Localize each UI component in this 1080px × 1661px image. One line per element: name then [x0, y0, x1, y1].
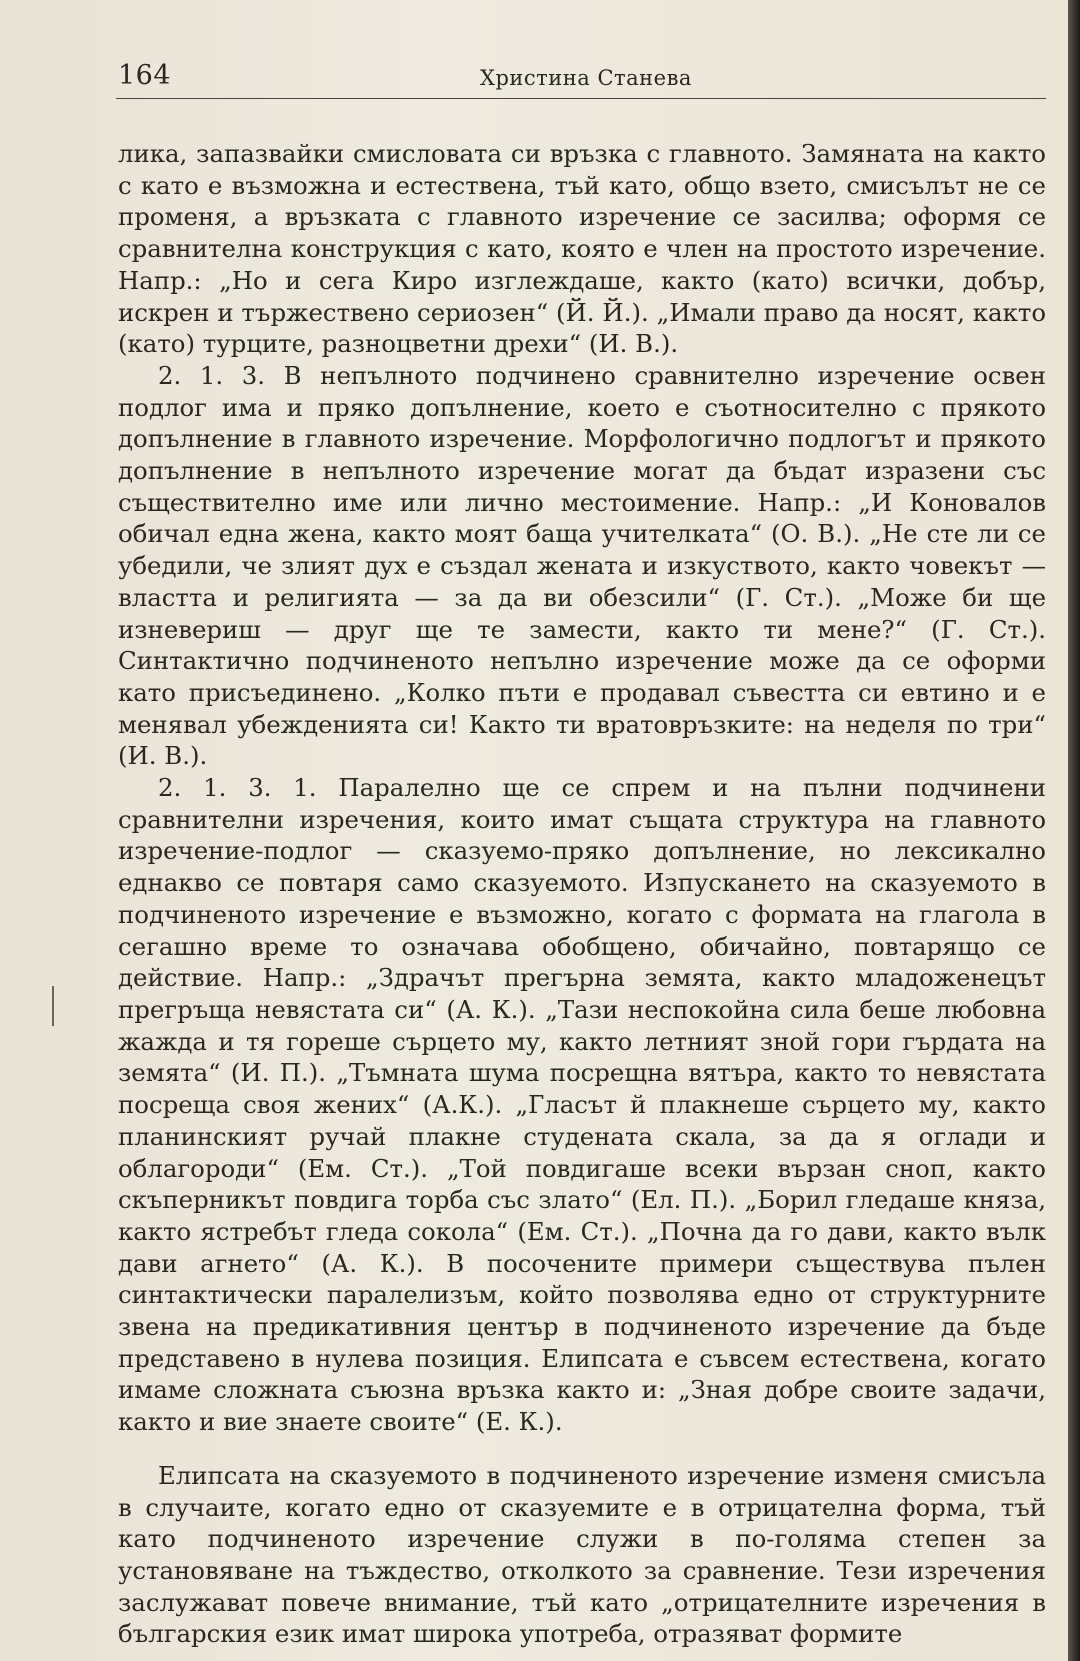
- page-number: 164: [118, 60, 172, 91]
- paragraph-3: 2. 1. 3. 1. Паралелно ще се спрем и на пълни подчинени сравнителни изречения, които имат същата структура на главното изречение-подлог — сказуемо-пряко допълнение, но лексикално еднакво се повтаря само сказуемото. Изпускането на сказуемото в подчиненото изречение е възможно, когато с формата на глагола в сегашно време то означава обобщено, обичайно, повтарящо се действие. Напр.: „Здрачът прегърна земята, както младоженецът прегръща невястата си“ (А. К.). „Тази неспокойна сила беше любовна жажда и тя гореше сърцето му, както летният зной гори гърдата на земята“ (И. П.). „Тъмната шума посрещна вятъра, както то невястата посреща своя жених“ (А.К.). „Гласът й плакнеше сърцето му, както планинският ручай плакне студената скала, за да я оглади и облагороди“ (Ем. Ст.). „Той повдигаше всеки вързан сноп, както скъперникът повдига торба със злато“ (Ел. П.). „Борил гледаше княза, както ястребът гледа сокола“ (Ем. Ст.). „Почна да го дави, както вълк дави агнето“ (А. К.). В посочените примери съществува пълен синтактически паралелизъм, който позволява едно от структурните звена на предикативния център в подчиненото изречение да бъде представено в нулева позиция. Елипсата е съвсем естествена, когато имаме сложната съюзна връзка както и: „Зная добре своите задачи, както и вие знаете своите“ (Е. К.).: [118, 773, 1046, 1437]
- paragraph-4: Елипсата на сказуемото в подчиненото изречение изменя смисъла в случаите, когато едно от сказуемите е в отрицателна форма, тъй като подчиненото изречение служи в по-голяма степен за установяване на тъждество, отколкото за сравнение. Тези изречения заслужават повече внимание, тъй като „отрицателните изречения в българския език имат широка употреба, отразяват формите: [118, 1460, 1046, 1649]
- margin-pencil-mark: [52, 986, 54, 1026]
- body-text: [118, 138, 1046, 1650]
- running-head: Христина Станева: [480, 66, 692, 90]
- paragraph-1: лика, запазвайки смисловата си връзка с главното. Замяната на както с като е възможна и естествена, тъй като, общо взето, смисълът не се променя, а връзката с главното изречение се засилва; оформя се сравнителна конструкция с като, която е член на простото изречение. Напр.: „Но и сега Киро изглеждаше, както (като) всички, добър, искрен и тържествено сериозен“ (Й. Й.). „Имали право да носят, както (като) турците, разноцветни дрехи“ (И. В.).: [118, 139, 1046, 359]
- paragraph-2: 2. 1. 3. В непълното подчинено сравнително изречение освен подлог има и пряко допълнение, което е съотносително с прякото допълнение в главното изречение. Морфологично подлогът и прякото допълнение в непълното изречение могат да бъдат изразени със съществително име или лично местоимение. Напр.: „И Коновалов обичал една жена, както моят баща учителката“ (О. В.). „Не сте ли се убедили, че злият дух е създал жената и изкуството, както човекът — властта и религията — за да ви обезсили“ (Г. Ст.). „Може би ще изневериш — друг ще те замести, както ти мене?“ (Г. Ст.). Синтактично подчиненото непълно изречение може да се оформи като присъединено. „Колко пъти е продавал съвестта си евтино и е менявал убежденията си! Както ти вратовръзките: на неделя по три“ (И. В.).: [118, 360, 1046, 771]
- page-header: [118, 60, 1048, 100]
- book-spine-edge: [1068, 0, 1080, 1661]
- header-rule: [116, 98, 1046, 99]
